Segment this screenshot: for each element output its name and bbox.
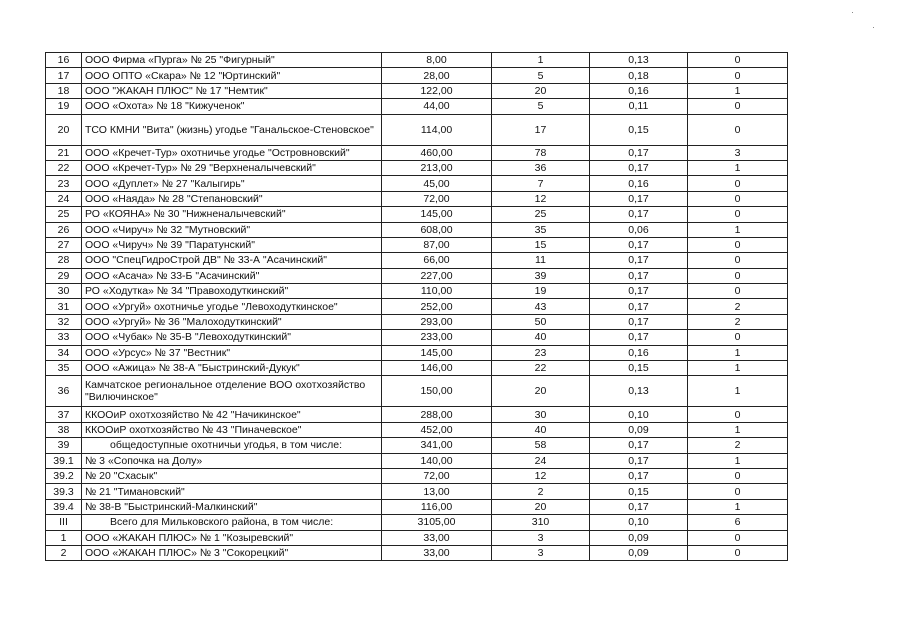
density-value: 0,16 — [590, 345, 688, 360]
table-row — [46, 530, 788, 545]
quota-value: 22 — [492, 361, 590, 376]
row-number: 17 — [46, 68, 82, 83]
row-number: 35 — [46, 361, 82, 376]
quota-value: 43 — [492, 299, 590, 314]
density-value: 0,10 — [590, 407, 688, 422]
density-value: 0,17 — [590, 299, 688, 314]
count-value: 1 — [688, 83, 788, 98]
count-value: 0 — [688, 253, 788, 268]
ground-name: Камчатское региональное отделение ВОО охотхозяйство "Вилючинское" — [82, 376, 382, 407]
ground-name: ООО «Дуплет» № 27 "Калыгирь" — [82, 176, 382, 191]
area-value: 13,00 — [382, 484, 492, 499]
ground-name: ООО «Ургуй» № 36 "Малоходуткинский" — [82, 314, 382, 329]
table-row — [46, 499, 788, 514]
row-number: 26 — [46, 222, 82, 237]
row-number: 16 — [46, 53, 82, 68]
row-number: 24 — [46, 191, 82, 206]
density-value: 0,17 — [590, 268, 688, 283]
table-row — [46, 114, 788, 145]
count-value: 0 — [688, 545, 788, 560]
table-row — [46, 268, 788, 283]
scan-speck — [873, 27, 874, 28]
table-row — [46, 345, 788, 360]
row-number: 38 — [46, 422, 82, 437]
ground-name: ТСО КМНИ "Вита" (жизнь) угодье "Ганальское-Стеновское" — [82, 114, 382, 145]
ground-name: Всего для Мильковского района, в том числе: — [82, 515, 382, 530]
ground-name: ООО Фирма «Пурга» № 25 "Фигурный" — [82, 53, 382, 68]
table-row — [46, 53, 788, 68]
row-number: 23 — [46, 176, 82, 191]
density-value: 0,17 — [590, 253, 688, 268]
area-value: 293,00 — [382, 314, 492, 329]
count-value: 1 — [688, 361, 788, 376]
density-value: 0,15 — [590, 484, 688, 499]
area-value: 72,00 — [382, 191, 492, 206]
density-value: 0,18 — [590, 68, 688, 83]
table-row — [46, 99, 788, 114]
count-value: 6 — [688, 515, 788, 530]
area-value: 44,00 — [382, 99, 492, 114]
ground-name: РО «КОЯНА» № 30 "Нижненалычевский" — [82, 207, 382, 222]
area-value: 288,00 — [382, 407, 492, 422]
area-value: 87,00 — [382, 237, 492, 252]
hunting-grounds-table — [45, 52, 788, 561]
density-value: 0,17 — [590, 191, 688, 206]
count-value: 0 — [688, 284, 788, 299]
count-value: 3 — [688, 145, 788, 160]
quota-value: 12 — [492, 191, 590, 206]
density-value: 0,17 — [590, 453, 688, 468]
density-value: 0,17 — [590, 314, 688, 329]
count-value: 0 — [688, 484, 788, 499]
quota-value: 15 — [492, 237, 590, 252]
count-value: 0 — [688, 407, 788, 422]
table-row — [46, 438, 788, 453]
document-page — [45, 52, 787, 561]
table-row — [46, 376, 788, 407]
row-number: 31 — [46, 299, 82, 314]
ground-name: РО «Ходутка» № 34 "Правоходуткинский" — [82, 284, 382, 299]
count-value: 1 — [688, 222, 788, 237]
row-number: 36 — [46, 376, 82, 407]
count-value: 1 — [688, 376, 788, 407]
ground-name: ООО «Урсус» № 37 "Вестник" — [82, 345, 382, 360]
table-row — [46, 253, 788, 268]
ground-name: ООО «Чируч» № 32 "Мутновский" — [82, 222, 382, 237]
quota-value: 17 — [492, 114, 590, 145]
ground-name: ООО ОПТО «Скара» № 12 "Юртинский" — [82, 68, 382, 83]
quota-value: 39 — [492, 268, 590, 283]
row-number: 39 — [46, 438, 82, 453]
quota-value: 20 — [492, 499, 590, 514]
table-row — [46, 515, 788, 530]
area-value: 8,00 — [382, 53, 492, 68]
table-body — [46, 53, 788, 561]
ground-name: ООО «ЖАКАН ПЛЮС» № 1 "Козыревский" — [82, 530, 382, 545]
count-value: 0 — [688, 114, 788, 145]
quota-value: 25 — [492, 207, 590, 222]
count-value: 0 — [688, 99, 788, 114]
row-number: 34 — [46, 345, 82, 360]
row-number: 39.1 — [46, 453, 82, 468]
count-value: 0 — [688, 468, 788, 483]
area-value: 150,00 — [382, 376, 492, 407]
quota-value: 36 — [492, 160, 590, 175]
area-value: 116,00 — [382, 499, 492, 514]
quota-value: 40 — [492, 330, 590, 345]
area-value: 145,00 — [382, 207, 492, 222]
ground-name: ККООиР охотхозяйство № 42 "Начикинское" — [82, 407, 382, 422]
ground-name: № 3 «Сопочка на Долу» — [82, 453, 382, 468]
quota-value: 40 — [492, 422, 590, 437]
density-value: 0,17 — [590, 284, 688, 299]
ground-name: ООО «Чубак» № 35-В "Левоходуткинский" — [82, 330, 382, 345]
quota-value: 30 — [492, 407, 590, 422]
quota-value: 50 — [492, 314, 590, 329]
table-row — [46, 422, 788, 437]
area-value: 122,00 — [382, 83, 492, 98]
area-value: 452,00 — [382, 422, 492, 437]
table-row — [46, 330, 788, 345]
quota-value: 24 — [492, 453, 590, 468]
table-row — [46, 468, 788, 483]
count-value: 1 — [688, 499, 788, 514]
row-number: 27 — [46, 237, 82, 252]
density-value: 0,13 — [590, 53, 688, 68]
quota-value: 20 — [492, 83, 590, 98]
table-row — [46, 237, 788, 252]
area-value: 341,00 — [382, 438, 492, 453]
scan-speck — [852, 12, 853, 13]
density-value: 0,15 — [590, 114, 688, 145]
area-value: 146,00 — [382, 361, 492, 376]
ground-name: ООО «Охота» № 18 "Кижученок" — [82, 99, 382, 114]
quota-value: 2 — [492, 484, 590, 499]
row-number: 28 — [46, 253, 82, 268]
table-row — [46, 545, 788, 560]
area-value: 110,00 — [382, 284, 492, 299]
ground-name: ООО «Ургуй» охотничье угодье "Левоходуткинское" — [82, 299, 382, 314]
ground-name: № 21 "Тимановский" — [82, 484, 382, 499]
table-row — [46, 299, 788, 314]
count-value: 1 — [688, 422, 788, 437]
quota-value: 5 — [492, 99, 590, 114]
quota-value: 23 — [492, 345, 590, 360]
ground-name: ККООиР охотхозяйство № 43 "Пиначевское" — [82, 422, 382, 437]
area-value: 114,00 — [382, 114, 492, 145]
count-value: 0 — [688, 268, 788, 283]
density-value: 0,09 — [590, 422, 688, 437]
density-value: 0,13 — [590, 376, 688, 407]
ground-name: ООО «Ажица» № 38-А "Быстринский-Дукук" — [82, 361, 382, 376]
area-value: 608,00 — [382, 222, 492, 237]
density-value: 0,06 — [590, 222, 688, 237]
density-value: 0,16 — [590, 83, 688, 98]
density-value: 0,11 — [590, 99, 688, 114]
density-value: 0,17 — [590, 499, 688, 514]
quota-value: 78 — [492, 145, 590, 160]
density-value: 0,15 — [590, 361, 688, 376]
ground-name: общедоступные охотничьи угодья, в том числе: — [82, 438, 382, 453]
table-row — [46, 207, 788, 222]
ground-name: ООО "ЖАКАН ПЛЮС" № 17 "Немтик" — [82, 83, 382, 98]
count-value: 0 — [688, 68, 788, 83]
count-value: 2 — [688, 438, 788, 453]
area-value: 66,00 — [382, 253, 492, 268]
density-value: 0,17 — [590, 438, 688, 453]
table-row — [46, 361, 788, 376]
count-value: 0 — [688, 237, 788, 252]
table-row — [46, 314, 788, 329]
table-row — [46, 484, 788, 499]
count-value: 1 — [688, 160, 788, 175]
row-number: 30 — [46, 284, 82, 299]
area-value: 45,00 — [382, 176, 492, 191]
quota-value: 5 — [492, 68, 590, 83]
quota-value: 1 — [492, 53, 590, 68]
table-row — [46, 68, 788, 83]
area-value: 227,00 — [382, 268, 492, 283]
row-number: 20 — [46, 114, 82, 145]
density-value: 0,09 — [590, 545, 688, 560]
row-number: 33 — [46, 330, 82, 345]
quota-value: 3 — [492, 530, 590, 545]
quota-value: 20 — [492, 376, 590, 407]
table-row — [46, 407, 788, 422]
table-row — [46, 191, 788, 206]
row-number: 18 — [46, 83, 82, 98]
ground-name: ООО «Чируч» № 39 "Паратунский" — [82, 237, 382, 252]
table-row — [46, 176, 788, 191]
row-number: 39.2 — [46, 468, 82, 483]
quota-value: 58 — [492, 438, 590, 453]
row-number: 2 — [46, 545, 82, 560]
area-value: 33,00 — [382, 530, 492, 545]
area-value: 140,00 — [382, 453, 492, 468]
count-value: 0 — [688, 530, 788, 545]
area-value: 33,00 — [382, 545, 492, 560]
row-number: 19 — [46, 99, 82, 114]
density-value: 0,17 — [590, 160, 688, 175]
count-value: 2 — [688, 314, 788, 329]
area-value: 233,00 — [382, 330, 492, 345]
row-number: 37 — [46, 407, 82, 422]
quota-value: 11 — [492, 253, 590, 268]
table-row — [46, 453, 788, 468]
count-value: 0 — [688, 191, 788, 206]
row-number: 29 — [46, 268, 82, 283]
count-value: 1 — [688, 345, 788, 360]
quota-value: 310 — [492, 515, 590, 530]
quota-value: 19 — [492, 284, 590, 299]
density-value: 0,17 — [590, 207, 688, 222]
ground-name: № 38-В "Быстринский-Малкинский" — [82, 499, 382, 514]
density-value: 0,16 — [590, 176, 688, 191]
density-value: 0,17 — [590, 468, 688, 483]
table-row — [46, 222, 788, 237]
row-number: III — [46, 515, 82, 530]
quota-value: 7 — [492, 176, 590, 191]
quota-value: 3 — [492, 545, 590, 560]
count-value: 0 — [688, 53, 788, 68]
density-value: 0,17 — [590, 145, 688, 160]
density-value: 0,09 — [590, 530, 688, 545]
row-number: 25 — [46, 207, 82, 222]
count-value: 0 — [688, 207, 788, 222]
table-row — [46, 83, 788, 98]
area-value: 28,00 — [382, 68, 492, 83]
quota-value: 12 — [492, 468, 590, 483]
area-value: 213,00 — [382, 160, 492, 175]
count-value: 1 — [688, 453, 788, 468]
row-number: 22 — [46, 160, 82, 175]
ground-name: ООО "СпецГидроСтрой ДВ" № 33-А "Асачинский" — [82, 253, 382, 268]
area-value: 72,00 — [382, 468, 492, 483]
area-value: 3105,00 — [382, 515, 492, 530]
quota-value: 35 — [492, 222, 590, 237]
area-value: 145,00 — [382, 345, 492, 360]
ground-name: № 20 "Схасык" — [82, 468, 382, 483]
density-value: 0,17 — [590, 330, 688, 345]
row-number: 39.4 — [46, 499, 82, 514]
area-value: 252,00 — [382, 299, 492, 314]
density-value: 0,10 — [590, 515, 688, 530]
density-value: 0,17 — [590, 237, 688, 252]
ground-name: ООО «Наяда» № 28 "Степановский" — [82, 191, 382, 206]
ground-name: ООО «Асача» № 33-Б "Асачинский" — [82, 268, 382, 283]
table-row — [46, 160, 788, 175]
row-number: 32 — [46, 314, 82, 329]
count-value: 0 — [688, 176, 788, 191]
table-row — [46, 284, 788, 299]
row-number: 39.3 — [46, 484, 82, 499]
ground-name: ООО «Кречет-Тур» охотничье угодье "Островновский" — [82, 145, 382, 160]
count-value: 2 — [688, 299, 788, 314]
row-number: 1 — [46, 530, 82, 545]
row-number: 21 — [46, 145, 82, 160]
table-row — [46, 145, 788, 160]
area-value: 460,00 — [382, 145, 492, 160]
ground-name: ООО «Кречет-Тур» № 29 "Верхненалычевский" — [82, 160, 382, 175]
count-value: 0 — [688, 330, 788, 345]
ground-name: ООО «ЖАКАН ПЛЮС» № 3 "Сокорецкий" — [82, 545, 382, 560]
